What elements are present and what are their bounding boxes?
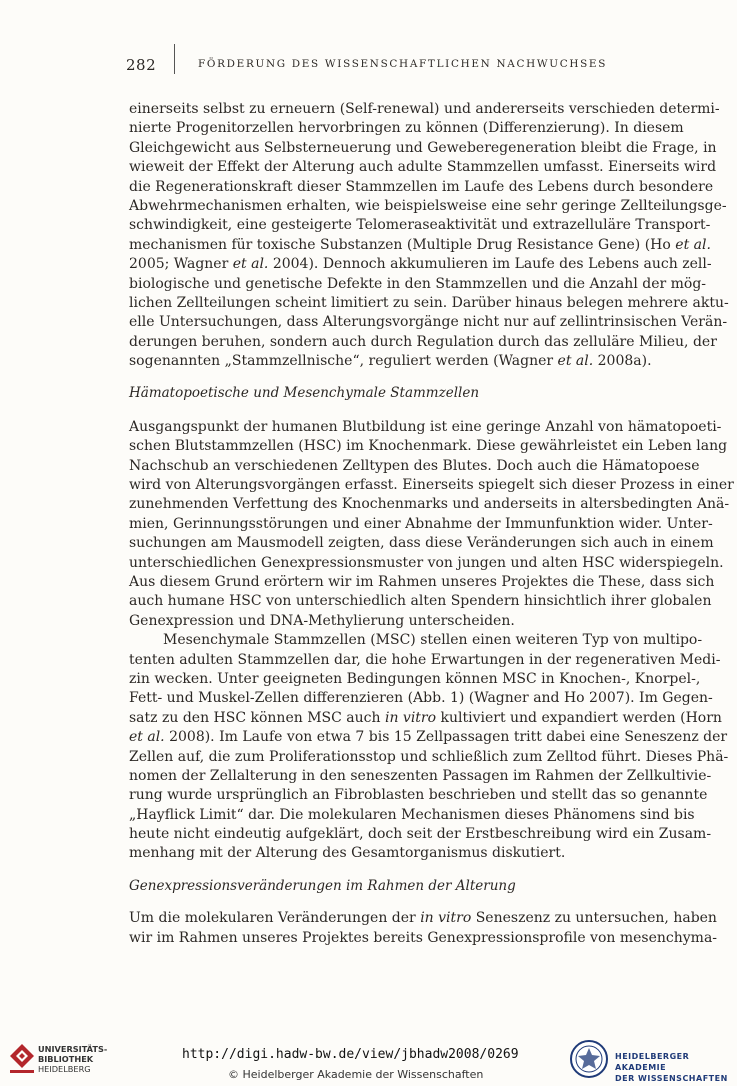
section-heading: Hämatopoetische und Mesenchymale Stammzellen: [129, 385, 480, 402]
text-line: zin wecken. Unter geeigneten Bedingungen können MSC in Knochen-, Knorpel-,: [129, 670, 701, 687]
text-line: satz zu den HSC können MSC auch in vitro kultiviert und expandiert werden (Horn: [129, 709, 722, 726]
page-footer: [0, 1036, 737, 1086]
university-library-name: UNIVERSITÄTS- BIBLIOTHEK HEIDELBERG: [38, 1044, 108, 1074]
text-line: schen Blutstammzellen (HSC) im Knochenmark. Diese gewährleistet ein Leben lang: [129, 438, 728, 455]
text-line: mien, Gerinnungsstörungen und einer Abnahme der Immunfunktion wider. Unter-: [129, 515, 713, 532]
text-line: unterschiedlichen Genexpressionsmuster von jungen und alten HSC widerspiegeln.: [129, 554, 724, 571]
paragraph-self-renewal: [129, 100, 729, 371]
text-line: Gleichgewicht aus Selbsterneuerung und Geweberegeneration bleibt die Frage, in: [129, 139, 717, 156]
text-line: mechanismen für toxische Substanzen (Multiple Drug Resistance Gene) (Ho et al.: [129, 236, 711, 253]
text-line: Zellen auf, die zum Proliferationsstop und schließlich zum Zelltod führt. Dieses Phä-: [129, 748, 729, 765]
section-heading: Genexpressionsveränderungen im Rahmen der Alterung: [129, 877, 516, 894]
text-line: schwindigkeit, eine gesteigerte Telomeraseaktivität und extrazelluläre Transport-: [129, 217, 711, 234]
text-line: zunehmenden Verfettung des Knochenmarks und anderseits in altersbedingten Anä-: [129, 496, 730, 513]
text-line: wird von Alterungsvorgängen erfasst. Einerseits spiegelt sich dieser Prozess in einer: [129, 477, 734, 494]
text-line: biologische und genetische Defekte in den Stammzellen und die Anzahl der mög-: [129, 275, 707, 292]
text-line: Aus diesem Grund erörtern wir im Rahmen unseres Projektes die These, dass sich: [129, 573, 715, 590]
university-library-logo-icon: [8, 1042, 36, 1076]
text-line: suchungen am Mausmodell zeigten, dass diese Veränderungen sich auch in einem: [129, 535, 714, 552]
text-line: auch humane HSC von unterschiedlich alten Spendern hinsichtlich ihrer globalen: [129, 593, 712, 610]
text-line: lichen Zellteilungen scheint limitiert zu sein. Darüber hinaus belegen mehrere aktu-: [129, 294, 729, 311]
text-line: „Hayflick Limit“ dar. Die molekularen Mechanismen dieses Phänomens sind bis: [129, 806, 695, 823]
text-line: nomen der Zellalterung in den seneszenten Passagen im Rahmen der Zellkultivie-: [129, 767, 712, 784]
text-line: sogenannten „Stammzellnische“, reguliert werden (Wagner et al. 2008a).: [129, 353, 652, 370]
text-line: elle Untersuchungen, dass Alterungsvorgänge nicht nur auf zellintrinsischen Verän-: [129, 314, 728, 331]
citation-et-al: et al.: [557, 353, 594, 370]
academy-name: HEIDELBERGER AKADEMIE DER WISSENSCHAFTEN: [615, 1052, 728, 1083]
text-line: Mesenchymale Stammzellen (MSC) stellen einen weiteren Typ von multipo-: [163, 632, 703, 649]
in-vitro-term: in vitro: [384, 709, 437, 726]
paragraph-hsc: [129, 418, 734, 631]
text-line: derungen beruhen, sondern auch durch Regulation durch das zelluläre Milieu, der: [129, 333, 717, 350]
text-line: einerseits selbst zu erneuern (Self-renewal) und andererseits verschieden determi-: [129, 101, 720, 117]
page-header: [0, 56, 737, 76]
in-vitro-term: in vitro: [420, 910, 472, 927]
text-line: Abwehrmechanismen erhalten, wie beispielsweise eine sehr geringe Zellteilungsge-: [129, 197, 727, 214]
text-line: Ausgangspunkt der humanen Blutbildung ist eine geringe Anzahl von hämatopoeti-: [129, 418, 722, 435]
text-line: wieweit der Effekt der Alterung auch adulte Stammzellen umfasst. Einerseits wird: [129, 159, 717, 176]
paragraph-gene-expression: [129, 909, 718, 948]
citation-et-al: et al.: [675, 236, 711, 253]
citation-et-al: et al.: [129, 729, 165, 746]
text-line: Fett- und Muskel-Zellen differenzieren (Abb. 1) (Wagner and Ho 2007). Im Gegen-: [129, 690, 713, 707]
copyright-notice: © Heidelberger Akademie der Wissenschaften: [228, 1068, 484, 1081]
permalink-url[interactable]: http://digi.hadw-bw.de/view/jbhadw2008/0269: [182, 1047, 519, 1062]
text-line: Um die molekularen Veränderungen der in vitro Seneszenz zu untersuchen, haben: [129, 910, 717, 927]
header-divider: [174, 44, 175, 74]
text-line: 2005; Wagner et al. 2004). Dennoch akkumulieren im Laufe des Lebens auch zell-: [129, 256, 712, 273]
text-line: wir im Rahmen unseres Projektes bereits Genexpressionsprofile von mesenchyma-: [129, 929, 718, 946]
page-number: 282: [126, 56, 157, 74]
text-line: rung wurde ursprünglich an Fibroblasten beschrieben und stellt das so genannte: [129, 787, 708, 804]
text-line: Nachschub an verschiedenen Zelltypen des Blutes. Doch auch die Hämatopoese: [129, 457, 700, 474]
academy-seal-icon: [569, 1039, 609, 1079]
text-line: heute nicht eindeutig aufgeklärt, doch seit der Erstbeschreibung wird ein Zusam-: [129, 826, 712, 843]
text-line: menhang mit der Alterung des Gesamtorganismus diskutiert.: [129, 845, 566, 862]
paragraph-msc: [129, 631, 729, 864]
text-line: et al. 2008). Im Laufe von etwa 7 bis 15 Zellpassagen tritt dabei eine Seneszenz der: [129, 729, 728, 746]
text-line: Genexpression und DNA-Methylierung unterscheiden.: [129, 612, 515, 629]
text-line: nierte Progenitorzellen hervorbringen zu können (Differenzierung). In diesem: [129, 120, 684, 137]
text-line: tenten adulten Stammzellen dar, die hohe Erwartungen in der regenerativen Medi-: [129, 651, 721, 668]
page-body: [129, 100, 734, 948]
running-head: FÖRDERUNG DES WISSENSCHAFTLICHEN NACHWUCHSES: [198, 58, 608, 70]
citation-et-al: et al.: [232, 256, 269, 273]
text-line: die Regenerationskraft dieser Stammzellen im Laufe des Lebens durch besondere: [129, 178, 714, 195]
